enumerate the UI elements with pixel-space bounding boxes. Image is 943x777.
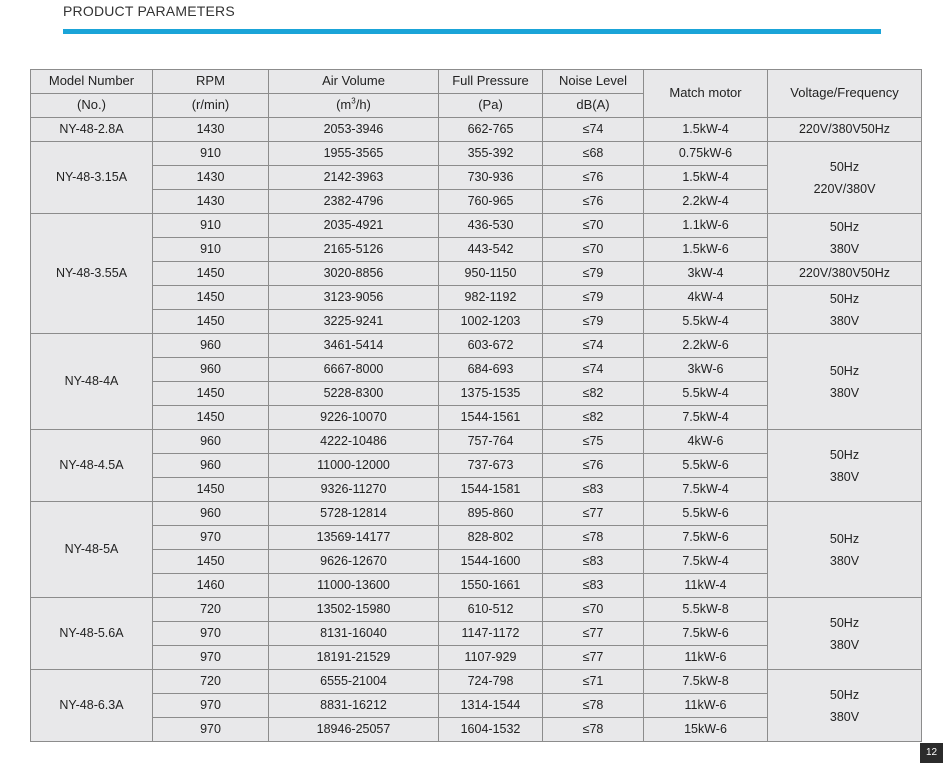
cell-voltage-frequency	[768, 430, 922, 502]
cell-match-motor: 2.2kW-4	[644, 190, 768, 214]
cell-noise-level: ≤75	[543, 430, 644, 454]
cell-noise-level: ≤77	[543, 646, 644, 670]
voltage-line: 380V	[829, 637, 860, 652]
cell-match-motor: 5.5kW-6	[644, 502, 768, 526]
cell-air-volume: 4222-10486	[269, 430, 439, 454]
voltage-line: 50Hz	[829, 363, 860, 378]
cell-voltage-frequency	[768, 598, 922, 670]
cell-air-volume: 3461-5414	[269, 334, 439, 358]
cell-match-motor: 15kW-6	[644, 718, 768, 742]
cell-noise-level: ≤79	[543, 310, 644, 334]
cell-model-number: NY-48-5A	[31, 502, 153, 598]
cell-model-number: NY-48-2.8A	[31, 118, 153, 142]
voltage-line: 380V	[829, 241, 860, 256]
cell-rpm: 1460	[153, 574, 269, 598]
cell-match-motor: 0.75kW-6	[644, 142, 768, 166]
cell-voltage-frequency	[768, 502, 922, 598]
cell-air-volume: 9326-11270	[269, 478, 439, 502]
cell-model-number: NY-48-3.15A	[31, 142, 153, 214]
cell-model-number: NY-48-3.55A	[31, 214, 153, 334]
unit-model: (No.)	[31, 94, 153, 118]
header-air-volume: Air Volume	[269, 70, 439, 94]
cell-noise-level: ≤74	[543, 358, 644, 382]
voltage-line: 50Hz	[829, 687, 860, 702]
cell-air-volume: 2165-5126	[269, 238, 439, 262]
cell-rpm: 960	[153, 430, 269, 454]
cell-full-pressure: 1604-1532	[439, 718, 543, 742]
cell-full-pressure: 730-936	[439, 166, 543, 190]
cell-match-motor: 2.2kW-6	[644, 334, 768, 358]
cell-rpm: 970	[153, 718, 269, 742]
cell-match-motor: 7.5kW-4	[644, 406, 768, 430]
cell-rpm: 720	[153, 598, 269, 622]
table-body	[31, 118, 922, 742]
cell-match-motor: 7.5kW-6	[644, 622, 768, 646]
voltage-line: 50Hz	[829, 219, 860, 234]
cell-match-motor: 7.5kW-4	[644, 550, 768, 574]
table-row	[31, 142, 922, 166]
cell-noise-level: ≤78	[543, 694, 644, 718]
cell-noise-level: ≤71	[543, 670, 644, 694]
cell-air-volume: 3225-9241	[269, 310, 439, 334]
cell-match-motor: 1.5kW-6	[644, 238, 768, 262]
unit-noise-level: dB(A)	[543, 94, 644, 118]
unit-rpm: (r/min)	[153, 94, 269, 118]
cell-noise-level: ≤79	[543, 286, 644, 310]
cell-match-motor: 3kW-6	[644, 358, 768, 382]
cell-match-motor: 11kW-4	[644, 574, 768, 598]
header-voltage-frequency: Voltage/Frequency	[768, 70, 922, 118]
cell-air-volume: 2053-3946	[269, 118, 439, 142]
cell-noise-level: ≤77	[543, 502, 644, 526]
cell-model-number: NY-48-6.3A	[31, 670, 153, 742]
cell-air-volume: 18946-25057	[269, 718, 439, 742]
cell-air-volume: 2035-4921	[269, 214, 439, 238]
cell-rpm: 1450	[153, 310, 269, 334]
cell-rpm: 1450	[153, 406, 269, 430]
cell-noise-level: ≤79	[543, 262, 644, 286]
cell-match-motor: 7.5kW-6	[644, 526, 768, 550]
cell-voltage-frequency	[768, 286, 922, 334]
cell-rpm: 910	[153, 238, 269, 262]
cell-noise-level: ≤82	[543, 406, 644, 430]
voltage-line: 220V/380V	[813, 181, 876, 196]
cell-noise-level: ≤70	[543, 214, 644, 238]
cell-rpm: 970	[153, 622, 269, 646]
header-match-motor: Match motor	[644, 70, 768, 118]
cell-full-pressure: 737-673	[439, 454, 543, 478]
cell-air-volume: 8831-16212	[269, 694, 439, 718]
cell-noise-level: ≤78	[543, 526, 644, 550]
cell-match-motor: 1.5kW-4	[644, 166, 768, 190]
cell-full-pressure: 1544-1600	[439, 550, 543, 574]
cell-rpm: 1450	[153, 382, 269, 406]
cell-match-motor: 3kW-4	[644, 262, 768, 286]
table-row	[31, 262, 922, 286]
cell-rpm: 1430	[153, 166, 269, 190]
header-noise-level: Noise Level	[543, 70, 644, 94]
cell-noise-level: ≤77	[543, 622, 644, 646]
cell-air-volume: 5228-8300	[269, 382, 439, 406]
cell-air-volume: 8131-16040	[269, 622, 439, 646]
cell-voltage-frequency	[768, 334, 922, 430]
cell-rpm: 1430	[153, 118, 269, 142]
voltage-line: 380V	[829, 385, 860, 400]
cell-noise-level: ≤76	[543, 166, 644, 190]
cell-full-pressure: 895-860	[439, 502, 543, 526]
cell-air-volume: 1955-3565	[269, 142, 439, 166]
voltage-line: 50Hz	[829, 615, 860, 630]
cell-full-pressure: 1544-1561	[439, 406, 543, 430]
cell-rpm: 960	[153, 334, 269, 358]
cell-voltage-frequency	[768, 670, 922, 742]
cell-match-motor: 4kW-4	[644, 286, 768, 310]
page-title: PRODUCT PARAMETERS	[63, 3, 235, 19]
cell-rpm: 960	[153, 454, 269, 478]
cell-model-number: NY-48-4A	[31, 334, 153, 430]
cell-rpm: 970	[153, 526, 269, 550]
cell-rpm: 910	[153, 214, 269, 238]
cell-noise-level: ≤83	[543, 478, 644, 502]
cell-match-motor: 7.5kW-4	[644, 478, 768, 502]
cell-rpm: 1450	[153, 478, 269, 502]
unit-full-pressure: (Pa)	[439, 94, 543, 118]
cell-noise-level: ≤82	[543, 382, 644, 406]
cell-rpm: 960	[153, 502, 269, 526]
cell-noise-level: ≤76	[543, 454, 644, 478]
unit-air-volume	[269, 94, 439, 118]
cell-noise-level: ≤70	[543, 598, 644, 622]
table-row	[31, 502, 922, 526]
cell-air-volume: 2382-4796	[269, 190, 439, 214]
cell-noise-level: ≤74	[543, 118, 644, 142]
cell-match-motor: 1.1kW-6	[644, 214, 768, 238]
voltage-line: 380V	[829, 709, 860, 724]
voltage-line: 50Hz	[829, 291, 860, 306]
cell-air-volume: 9626-12670	[269, 550, 439, 574]
cell-match-motor: 5.5kW-8	[644, 598, 768, 622]
cell-full-pressure: 724-798	[439, 670, 543, 694]
cell-full-pressure: 355-392	[439, 142, 543, 166]
cell-voltage-frequency	[768, 262, 922, 286]
cell-air-volume: 6667-8000	[269, 358, 439, 382]
cell-rpm: 910	[153, 142, 269, 166]
cell-voltage-frequency	[768, 142, 922, 214]
cell-match-motor: 7.5kW-8	[644, 670, 768, 694]
cell-air-volume: 5728-12814	[269, 502, 439, 526]
cell-voltage-frequency	[768, 214, 922, 262]
product-parameters-table	[30, 69, 922, 742]
cell-full-pressure: 982-1192	[439, 286, 543, 310]
cell-full-pressure: 1544-1581	[439, 478, 543, 502]
cell-match-motor: 4kW-6	[644, 430, 768, 454]
unit-air-sup: 3	[351, 97, 356, 107]
cell-rpm: 1450	[153, 286, 269, 310]
cell-model-number: NY-48-4.5A	[31, 430, 153, 502]
cell-full-pressure: 828-802	[439, 526, 543, 550]
table-row	[31, 334, 922, 358]
cell-noise-level: ≤70	[543, 238, 644, 262]
voltage-line: 380V	[829, 469, 860, 484]
cell-full-pressure: 1107-929	[439, 646, 543, 670]
cell-full-pressure: 684-693	[439, 358, 543, 382]
table-row	[31, 118, 922, 142]
cell-noise-level: ≤76	[543, 190, 644, 214]
cell-full-pressure: 1375-1535	[439, 382, 543, 406]
cell-voltage-frequency	[768, 118, 922, 142]
cell-rpm: 970	[153, 646, 269, 670]
cell-noise-level: ≤78	[543, 718, 644, 742]
voltage-line: 50Hz	[829, 531, 860, 546]
cell-match-motor: 11kW-6	[644, 694, 768, 718]
cell-air-volume: 11000-12000	[269, 454, 439, 478]
cell-air-volume: 13569-14177	[269, 526, 439, 550]
voltage-line: 380V	[829, 553, 860, 568]
title-divider	[63, 29, 881, 34]
cell-match-motor: 1.5kW-4	[644, 118, 768, 142]
cell-air-volume: 2142-3963	[269, 166, 439, 190]
unit-air-post: /h)	[355, 97, 371, 113]
header-full-pressure: Full Pressure	[439, 70, 543, 94]
voltage-line: 220V/380V50Hz	[798, 121, 891, 136]
cell-model-number: NY-48-5.6A	[31, 598, 153, 670]
cell-rpm: 960	[153, 358, 269, 382]
cell-noise-level: ≤83	[543, 574, 644, 598]
header-model: Model Number	[31, 70, 153, 94]
cell-air-volume: 13502-15980	[269, 598, 439, 622]
cell-air-volume: 18191-21529	[269, 646, 439, 670]
cell-match-motor: 5.5kW-4	[644, 382, 768, 406]
cell-full-pressure: 436-530	[439, 214, 543, 238]
cell-rpm: 1450	[153, 550, 269, 574]
voltage-line: 50Hz	[829, 447, 860, 462]
cell-match-motor: 5.5kW-6	[644, 454, 768, 478]
cell-noise-level: ≤83	[543, 550, 644, 574]
cell-air-volume: 3123-9056	[269, 286, 439, 310]
cell-full-pressure: 950-1150	[439, 262, 543, 286]
cell-full-pressure: 1314-1544	[439, 694, 543, 718]
cell-air-volume: 11000-13600	[269, 574, 439, 598]
cell-rpm: 720	[153, 670, 269, 694]
cell-full-pressure: 1147-1172	[439, 622, 543, 646]
cell-full-pressure: 1550-1661	[439, 574, 543, 598]
cell-match-motor: 5.5kW-4	[644, 310, 768, 334]
cell-air-volume: 6555-21004	[269, 670, 439, 694]
cell-noise-level: ≤68	[543, 142, 644, 166]
cell-full-pressure: 760-965	[439, 190, 543, 214]
cell-full-pressure: 610-512	[439, 598, 543, 622]
page-number: 12	[920, 743, 943, 763]
table-row	[31, 286, 922, 310]
table-row	[31, 598, 922, 622]
cell-air-volume: 3020-8856	[269, 262, 439, 286]
voltage-line: 380V	[829, 313, 860, 328]
cell-air-volume: 9226-10070	[269, 406, 439, 430]
cell-rpm: 970	[153, 694, 269, 718]
cell-full-pressure: 757-764	[439, 430, 543, 454]
table-row	[31, 430, 922, 454]
cell-rpm: 1430	[153, 190, 269, 214]
cell-rpm: 1450	[153, 262, 269, 286]
cell-full-pressure: 603-672	[439, 334, 543, 358]
cell-match-motor: 11kW-6	[644, 646, 768, 670]
header-rpm: RPM	[153, 70, 269, 94]
cell-full-pressure: 662-765	[439, 118, 543, 142]
voltage-line: 220V/380V50Hz	[798, 265, 891, 280]
cell-full-pressure: 1002-1203	[439, 310, 543, 334]
voltage-line: 50Hz	[829, 159, 860, 174]
cell-noise-level: ≤74	[543, 334, 644, 358]
table-row	[31, 670, 922, 694]
table-row	[31, 214, 922, 238]
cell-full-pressure: 443-542	[439, 238, 543, 262]
unit-air-pre: (m	[336, 97, 352, 113]
